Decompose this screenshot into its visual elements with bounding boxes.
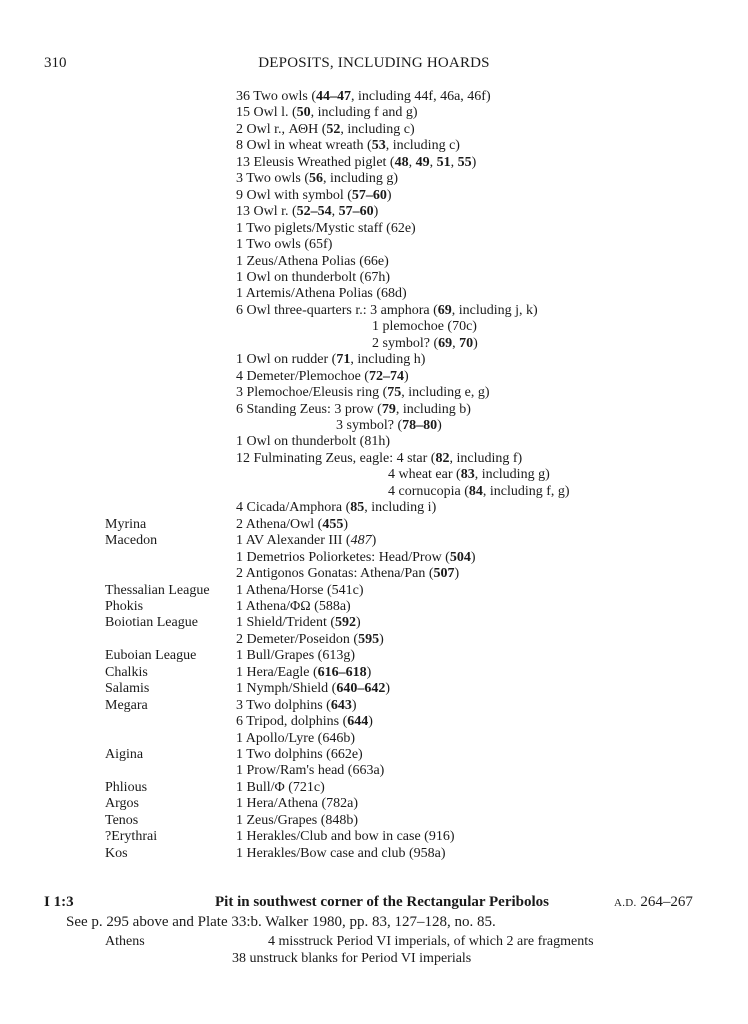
coin-entry [236, 122, 415, 138]
mint-name: ?Erythrai [105, 829, 158, 845]
entry-text: 4 cornucopia ( [388, 483, 469, 499]
coin-entry [236, 369, 409, 385]
coin-entry [372, 319, 477, 335]
list-row [0, 122, 748, 138]
entry-text: , including f and g) [310, 105, 418, 121]
entry-text: 1 Two owls (65f) [236, 237, 333, 253]
entry-text: 1 Two piglets/Mystic staff (62e) [236, 220, 416, 236]
coin-entry [236, 434, 390, 450]
coin-entry [236, 270, 390, 286]
coin-entry [236, 517, 348, 533]
entry-text: 4 Cicada/Amphora ( [236, 500, 351, 516]
entry-text: 1 Two dolphins (662e) [236, 747, 363, 762]
catalogue-number: 71 [336, 352, 351, 368]
list-row [0, 615, 748, 631]
coin-entry [236, 731, 355, 747]
coin-entry [268, 934, 594, 950]
list-row [0, 188, 748, 204]
catalogue-number: 592 [335, 615, 357, 631]
catalogue-number: 72–74 [368, 368, 404, 384]
entry-text: 9 Owl with symbol ( [236, 187, 352, 203]
coin-entry [236, 204, 378, 220]
coin-entry [236, 188, 392, 204]
coin-entry [236, 566, 459, 582]
mint-name: Athens [105, 934, 145, 949]
catalogue-number: 51 [436, 154, 451, 170]
entry-text: , including i) [364, 500, 437, 516]
mint-name: Phokis [105, 598, 144, 614]
entry-text: ) [368, 714, 373, 730]
list-row [0, 780, 748, 796]
entry-text: ) [454, 566, 460, 582]
entry-text: 1 Prow/Ram's head (663a) [236, 763, 385, 779]
list-row [0, 237, 748, 253]
mint-name: Aigina [105, 747, 144, 762]
coin-entry [236, 352, 425, 368]
list-row [0, 336, 748, 352]
entry-text: 15 Owl l. ( [236, 105, 297, 121]
mint-name: Chalkis [105, 664, 148, 680]
entry-text: , including j, k) [451, 302, 538, 318]
list-row [0, 402, 748, 418]
list-row [0, 747, 748, 763]
coin-entry [236, 599, 351, 615]
coin-entry [236, 402, 471, 418]
catalogue-number: 455 [322, 516, 344, 532]
list-row [0, 484, 748, 500]
date-range: 264–267 [636, 894, 693, 910]
coin-entry [236, 648, 355, 664]
coin-entry [236, 796, 358, 812]
running-head: DEPOSITS, INCLUDING HOARDS [258, 55, 490, 71]
coin-entry [236, 89, 491, 105]
coin-entry [236, 254, 389, 270]
entry-text: 1 Artemis/Athena Polias (68d) [236, 286, 407, 302]
entry-text: ) [473, 335, 478, 351]
catalogue-number: 83 [460, 467, 475, 483]
entry-text: 3 Two owls ( [236, 171, 310, 187]
catalogue-number: 595 [358, 631, 380, 647]
list-row [0, 352, 748, 368]
entry-text: 1 AV Alexander III ( [236, 533, 351, 549]
entry-text: , including f, g) [482, 483, 570, 499]
entry-text: 1 Hera/Eagle ( [236, 664, 318, 680]
list-row [0, 813, 748, 829]
catalogue-number: 52 [326, 121, 341, 137]
list-row [0, 698, 748, 714]
entry-text: 1 Nymph/Shield ( [236, 681, 337, 697]
list-row [0, 500, 748, 516]
catalogue-number: 69 [437, 302, 452, 318]
coin-entry [232, 951, 471, 967]
entry-text: , including c) [385, 138, 460, 154]
entry-text: , including g) [474, 467, 550, 483]
list-row [0, 105, 748, 121]
coin-entry [236, 747, 363, 763]
catalogue-number: 57–60 [338, 204, 374, 220]
coin-entry [236, 681, 390, 697]
list-row [0, 221, 748, 237]
list-row [0, 550, 748, 566]
mint-name: Argos [105, 796, 139, 812]
coin-entry [236, 632, 384, 648]
catalogue-number: 44–47 [316, 89, 352, 104]
list-row [0, 583, 748, 599]
list-row [0, 566, 748, 582]
mint-name: Myrina [105, 516, 147, 532]
list-row [0, 385, 748, 401]
entry-text: 1 plemochoe (70c) [372, 319, 477, 335]
catalogue-number: 57–60 [351, 187, 387, 203]
entry-text: 487 [350, 533, 372, 549]
mint-name: Tenos [105, 812, 139, 828]
list-row [0, 934, 748, 950]
list-row [0, 434, 748, 450]
catalogue-number: 640–642 [336, 681, 386, 697]
entry-text: ) [366, 664, 372, 680]
mint-name: Thessalian League [105, 582, 210, 598]
catalogue-number: 56 [309, 171, 324, 187]
entry-text: 1 Demetrios Poliorketes: Head/Prow ( [236, 549, 450, 565]
list-row [0, 418, 748, 434]
coin-entry [236, 698, 357, 714]
entry-text: 2 Athena/Owl ( [236, 516, 323, 532]
mint-name: Salamis [105, 681, 150, 697]
entry-text: 1 Bull/Grapes (613g) [236, 648, 355, 664]
entry-text: 36 Two owls ( [236, 89, 317, 104]
entry-text: , including g) [323, 171, 399, 187]
entry-text: , including e, g) [401, 385, 490, 401]
list-row [0, 451, 748, 467]
catalogue-number: 504 [449, 549, 471, 565]
entry-text: , including h) [350, 352, 426, 368]
list-row [0, 714, 748, 730]
entry-text: 2 Owl r., ΑΘΗ ( [236, 121, 327, 137]
coin-entry [236, 385, 490, 401]
list-row [0, 648, 748, 664]
coin-entry [388, 484, 570, 500]
entry-text: 1 Zeus/Athena Polias (66e) [236, 253, 389, 269]
entry-text: ) [385, 681, 391, 697]
list-row [0, 138, 748, 154]
entry-text: 4 wheat ear ( [388, 467, 461, 483]
list-row [0, 270, 748, 286]
entry-text: , [450, 154, 458, 170]
entry-text: , including c) [340, 121, 415, 137]
list-row [0, 796, 748, 812]
entry-text: ) [379, 631, 384, 647]
coin-entry [236, 550, 476, 566]
catalogue-number: 75 [387, 385, 402, 401]
section-heading [0, 892, 748, 912]
list-row [0, 254, 748, 270]
entry-text: 2 Demeter/Poseidon ( [236, 631, 359, 647]
entry-text: 1 Bull/Φ (721c) [236, 779, 325, 795]
entry-text: 1 Owl on thunderbolt (67h) [236, 269, 390, 285]
entry-text: 3 Two dolphins ( [236, 697, 331, 713]
entry-text: 1 Apollo/Lyre (646b) [236, 730, 355, 746]
entry-text: 1 Athena/Horse (541c) [236, 582, 364, 598]
entry-text: 1 Owl on rudder ( [236, 352, 337, 368]
coin-entry [236, 763, 384, 779]
entry-text: 1 Herakles/Bow case and club (958a) [236, 845, 446, 861]
coin-entry [236, 138, 460, 154]
entry-text: ) [343, 516, 348, 532]
entry-text: 6 Standing Zeus: 3 prow ( [236, 401, 382, 417]
catalogue-number: 507 [433, 566, 455, 582]
entry-text: , [429, 154, 437, 170]
catalogue-number: 79 [381, 401, 396, 417]
coin-entry [372, 336, 478, 352]
entry-text: , including f) [449, 450, 523, 466]
entry-text: 1 Hera/Athena (782a) [236, 796, 359, 812]
entry-text: 1 Owl on thunderbolt (81h) [236, 434, 390, 450]
coin-entry [388, 467, 550, 483]
catalogue-number: 48 [394, 154, 409, 170]
entry-text: 1 Athena/ΦΩ (588a) [236, 598, 351, 614]
catalogue-number: 50 [296, 105, 311, 121]
coin-entry [236, 533, 376, 549]
coin-entry [236, 155, 476, 171]
list-row [0, 286, 748, 302]
section-date [614, 892, 693, 913]
list-row [0, 517, 748, 533]
entry-text: , including b) [395, 401, 471, 417]
coin-entry [236, 583, 364, 599]
entry-text: ) [471, 154, 477, 170]
entry-text: 3 Plemochoe/Eleusis ring ( [236, 385, 388, 401]
entry-text: 1 Zeus/Grapes (848b) [236, 812, 359, 828]
coin-entry [336, 418, 442, 434]
list-row [0, 632, 748, 648]
list-row [0, 171, 748, 187]
list-row [0, 89, 748, 105]
entry-text: 1 Herakles/Club and bow in case (916) [236, 829, 455, 845]
entry-text: , [331, 204, 339, 220]
entry-text: , [452, 335, 460, 351]
entry-text: 38 unstruck blanks for Period VI imperials [232, 951, 472, 966]
catalogue-number: 85 [350, 500, 365, 516]
coin-entry [236, 714, 373, 730]
list-row [0, 681, 748, 697]
list-row [0, 467, 748, 483]
entry-text: 13 Eleusis Wreathed piglet ( [236, 154, 395, 170]
entry-text: 1 Shield/Trident ( [236, 615, 336, 631]
coin-entry [236, 221, 416, 237]
catalogue-number: 644 [347, 714, 369, 730]
catalogue-number: 55 [457, 154, 472, 170]
coin-entry [236, 780, 325, 796]
entry-text: ) [403, 368, 409, 384]
entry-text: ) [386, 187, 392, 203]
entry-text: , [408, 154, 416, 170]
mint-name: Phlious [105, 779, 148, 795]
list-row [0, 829, 748, 845]
entry-text: ) [373, 204, 379, 220]
list-row [0, 599, 748, 615]
coin-entry [236, 237, 332, 253]
mint-name: Boiotian League [105, 615, 198, 631]
entry-text: 3 symbol? ( [336, 418, 403, 433]
list-row [0, 846, 748, 862]
coin-entry [236, 451, 522, 467]
list-row [0, 763, 748, 779]
mint-name: Euboian League [105, 648, 197, 664]
entry-text: 2 Antigonos Gonatas: Athena/Pan ( [236, 566, 434, 582]
coin-entry [236, 615, 361, 631]
list-row [0, 731, 748, 747]
list-row [0, 951, 748, 967]
coin-entry [236, 286, 407, 302]
catalogue-number: 53 [371, 138, 386, 154]
coin-entry [236, 171, 398, 187]
entry-text: ) [470, 549, 476, 565]
entry-text: 2 symbol? ( [372, 335, 439, 351]
list-row [0, 369, 748, 385]
entry-text: 6 Owl three-quarters r.: 3 amphora ( [236, 302, 438, 318]
list-row [0, 533, 748, 549]
entry-text: ) [371, 533, 377, 549]
date-era: A.D. [614, 897, 637, 909]
catalogue-number: 643 [330, 697, 352, 713]
entry-text: ) [437, 418, 442, 433]
entry-text: 13 Owl r. ( [236, 204, 297, 220]
entry-text: , including 44f, 46a, 46f) [351, 89, 491, 104]
entry-text: 8 Owl in wheat wreath ( [236, 138, 372, 154]
catalogue-number: 616–618 [317, 664, 367, 680]
catalogue-number: 52–54 [296, 204, 332, 220]
entry-text: ) [356, 615, 361, 631]
coin-entry [236, 813, 358, 829]
coin-entry [236, 303, 538, 319]
catalogue-number: 82 [435, 450, 450, 466]
page-number: 310 [44, 55, 67, 71]
coin-entry [236, 105, 418, 121]
coin-entry [236, 846, 446, 862]
coin-entry [236, 500, 436, 516]
entry-text: 4 misstruck Period VI imperials, of which 2 are fragments [268, 934, 594, 949]
catalogue-number: 70 [459, 335, 474, 351]
list-row [0, 204, 748, 220]
catalogue-number: 69 [438, 335, 453, 351]
entry-text: ) [351, 697, 357, 713]
list-row [0, 303, 748, 319]
entry-text: 12 Fulminating Zeus, eagle: 4 star ( [236, 450, 436, 466]
coin-entry [236, 665, 371, 681]
entry-text: 6 Tripod, dolphins ( [236, 714, 348, 730]
list-row [0, 319, 748, 335]
catalogue-number: 49 [415, 154, 430, 170]
section-title: Pit in southwest corner of the Rectangular Peribolos [215, 894, 549, 910]
list-row [0, 665, 748, 681]
section-id: I 1:3 [44, 894, 74, 910]
mint-name: Macedon [105, 533, 158, 549]
list-row [0, 155, 748, 171]
catalogue-number: 84 [468, 483, 483, 499]
mint-name: Kos [105, 845, 128, 861]
coin-entry [236, 829, 455, 845]
mint-name: Megara [105, 697, 148, 713]
entry-text: 4 Demeter/Plemochoe ( [236, 368, 369, 384]
section-note: See p. 295 above and Plate 33:b. Walker 1980, pp. 83, 127–128, no. 85. [66, 914, 496, 930]
catalogue-number: 78–80 [402, 418, 438, 433]
